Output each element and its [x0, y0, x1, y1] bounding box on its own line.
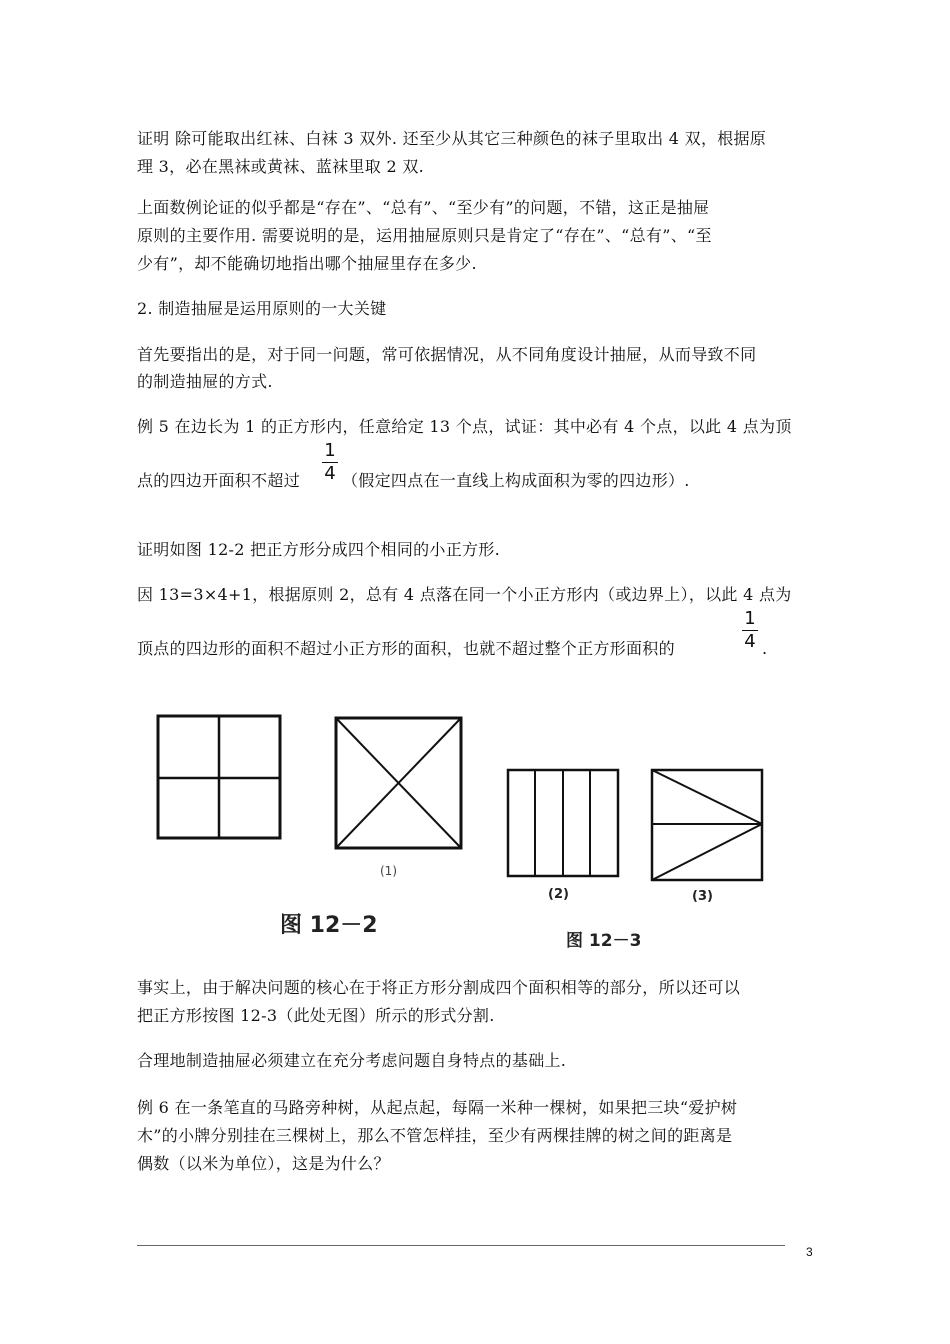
- intro-paragraph-line-2: 的制造抽屉的方式.: [137, 372, 273, 391]
- figure-12-2-caption: 图 12－2: [280, 913, 378, 938]
- page-number: 3: [806, 1245, 813, 1259]
- proof5-line-2: 因 13=3×4+1，根据原则 2，总有 4 点落在同一个小正方形内（或边界上），以此 4 点为: [137, 585, 792, 604]
- intro-paragraph-line-1: 首先要指出的是，对于同一问题，常可依据情况，从不同角度设计抽屉，从而导致不同: [137, 345, 757, 364]
- figure-12-3-3-triangles: [644, 762, 774, 902]
- figure-12-3-2-strips: [500, 762, 630, 902]
- reason-paragraph: 合理地制造抽屉必须建立在充分考虑问题自身特点的基础上.: [137, 1051, 567, 1070]
- fraction-one-quarter-2: [742, 610, 758, 651]
- proof5-line-3b: .: [762, 639, 768, 658]
- example5-line-2a: 点的四边开面积不超过: [137, 471, 301, 490]
- proof5-line-3a: 顶点的四边形的面积不超过小正方形的面积，也就不超过整个正方形面积的: [137, 639, 675, 658]
- fraction-numerator: 1: [324, 440, 336, 461]
- summary-paragraph-line-1: 上面数例论证的似乎都是“存在”、“总有”、“至少有”的问题，不错，这正是抽屉: [137, 198, 710, 217]
- fraction-denominator: 4: [324, 463, 336, 484]
- lower-diagonal: [652, 824, 762, 880]
- fraction-numerator: 1: [744, 608, 756, 629]
- sub-label-2: (2): [548, 887, 569, 902]
- example6-line-2: 木”的小牌分别挂在三棵树上，那么不管怎样挂，至少有两棵挂牌的树之间的距离是: [137, 1126, 733, 1145]
- example6-line-1: 例 6 在一条笔直的马路旁种树，从起点起，每隔一米种一棵树，如果把三块“爱护树: [137, 1098, 738, 1117]
- example5-line-2b: （假定四点在一直线上构成面积为零的四边形）.: [342, 471, 690, 490]
- proof-paragraph-line-2: 理 3，必在黑袜或黄袜、蓝袜里取 2 双.: [137, 157, 425, 176]
- fraction-denominator: 4: [744, 631, 756, 652]
- figure-12-2-four-squares: [150, 708, 290, 848]
- fact-paragraph-line-1: 事实上，由于解决问题的核心在于将正方形分割成四个面积相等的部分，所以还可以: [137, 978, 741, 997]
- section-heading: 2. 制造抽屉是运用原则的一大关键: [137, 299, 387, 318]
- proof-paragraph-line-1: 证明 除可能取出红袜、白袜 3 双外. 还至少从其它三种颜色的袜子里取出 4 双，根据原: [137, 129, 767, 148]
- summary-paragraph-line-2: 原则的主要作用. 需要说明的是，运用抽屉原则只是肯定了“存在”、“总有”、“至: [137, 226, 712, 245]
- example5-line-1: 例 5 在边长为 1 的正方形内，任意给定 13 个点，试证：其中必有 4 个点，以此 4 点为顶: [137, 417, 792, 436]
- example6-line-3: 偶数（以米为单位），这是为什么？: [137, 1154, 390, 1173]
- footer-divider: [137, 1245, 785, 1246]
- summary-paragraph-line-3: 少有”，却不能确切地指出哪个抽屉里存在多少.: [137, 254, 477, 273]
- sub-label-1: (1): [380, 864, 397, 878]
- figure-12-3-caption: 图 12－3: [566, 931, 642, 951]
- fact-paragraph-line-2: 把正方形按图 12-3（此处无图）所示的形式分割.: [137, 1006, 495, 1025]
- figure-12-3-1-diagonals: [328, 710, 468, 880]
- sub-label-3: (3): [692, 889, 713, 902]
- upper-diagonal: [652, 770, 762, 824]
- proof5-line-1: 证明如图 12-2 把正方形分成四个相同的小正方形.: [137, 540, 501, 559]
- fraction-one-quarter: [322, 442, 338, 483]
